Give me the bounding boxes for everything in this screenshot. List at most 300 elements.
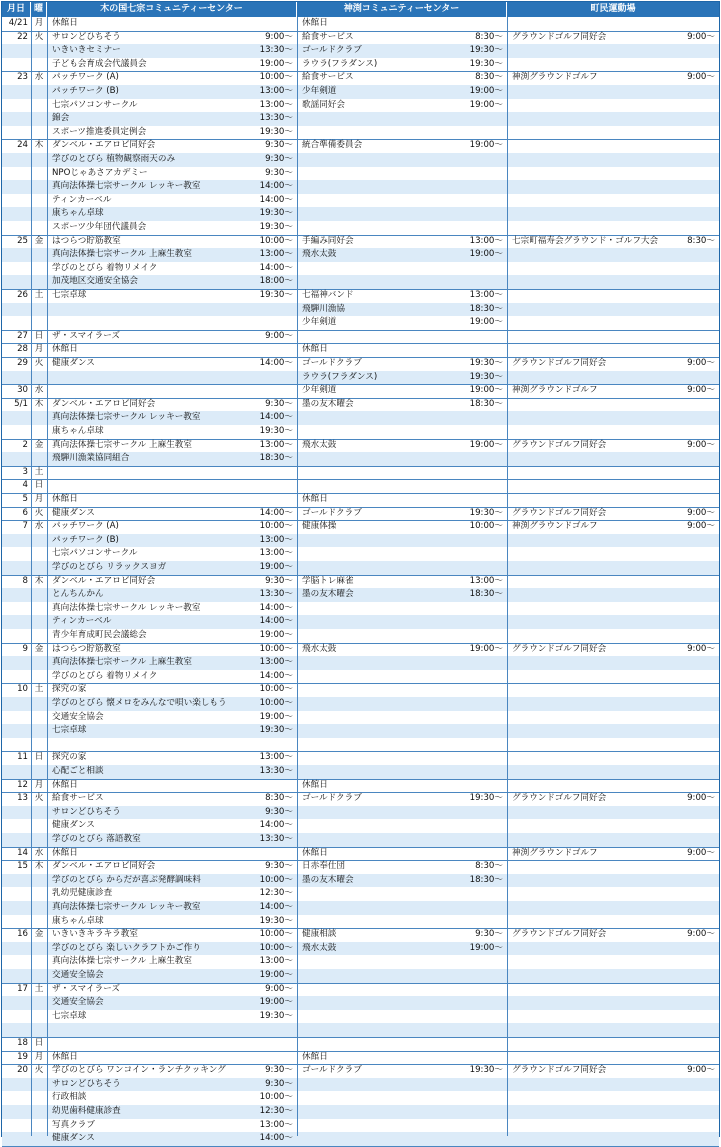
schedule-table [1,1,720,1144]
event-time-grounds: 9:00〜 [687,358,715,368]
event-name-kinokuni: 康ちゃん卓球 [52,208,104,219]
event-time-kinokuni: 13:00〜 [259,956,293,967]
event-time-kinokuni: 9:30〜 [265,575,293,586]
event-name-kinokuni: 七宗卓球 [52,725,87,736]
event-name-kinokuni: いきいきセミナー [52,45,121,56]
event-name-kinokuni: 学びのとびら からだが喜ぶ発酵調味料 [52,874,201,885]
event-name-kabuchi: 飛水太鼓 [302,439,337,450]
event-name-kabuchi: 給食サービス [302,31,354,42]
event-time-kinokuni: 14:00〜 [259,902,293,912]
event-time-kabuchi: 19:00〜 [469,317,503,328]
event-name-kabuchi: 飛水太鼓 [302,643,337,654]
event-name-grounds: グラウンドゴルフ同好会 [512,358,607,368]
event-time-kinokuni [237,1051,293,1065]
event-time-kinokuni: 18:30〜 [259,453,293,464]
event-name-kinokuni: 行政相談 [52,1092,87,1103]
header-venue-kabuchi: 神渕コミュニティーセンター [297,2,507,17]
date-cell: 24 [17,140,28,151]
event-name-kinokuni: 飛騨川漁業協同組合 [52,453,130,464]
weekday-cell: 土 [34,466,44,477]
event-name-grounds: 七宗町福寿会グラウンド・ゴルフ大会 [512,235,659,246]
event-time-kinokuni: 9:30〜 [265,1078,293,1089]
event-name-kinokuni: 学びのとびら 着物リメイク [52,670,158,681]
event-time-kinokuni: 13:30〜 [259,766,293,776]
event-name-kabuchi: 歌謡同好会 [302,99,345,110]
event-name-kinokuni: 健康ダンス [52,358,95,368]
event-time-kabuchi: 19:30〜 [469,58,503,69]
event-time-kabuchi: 19:00〜 [469,140,503,151]
event-time-grounds: 9:00〜 [687,72,715,83]
event-name-kabuchi: 休館日 [302,847,328,858]
date-cell: 5/1 [14,398,28,409]
weekday-cell: 月 [34,344,44,355]
event-time-kabuchi: 18:30〜 [469,874,503,885]
header-venue-kinokuni: 木の国七宗コミュニティーセンター [47,2,297,17]
weekday-cell: 日 [34,1038,44,1048]
date-cell: 10 [17,684,28,695]
event-time-kinokuni: 9:30〜 [265,806,293,817]
event-time-kinokuni [237,779,293,793]
event-name-kabuchi: ゴールドクラブ [302,507,362,518]
weekday-cell: 月 [34,1051,44,1062]
event-time-kabuchi [447,493,503,507]
event-name-kinokuni: 七宗卓球 [52,1010,87,1021]
event-name-kinokuni: ティンカーベル [52,194,112,205]
event-name-grounds: グラウンドゴルフ同好会 [512,507,607,518]
event-time-kinokuni: 14:00〜 [259,412,293,423]
event-name-kinokuni: 交通安全協会 [52,997,104,1008]
weekday-cell: 水 [34,521,44,532]
event-name-grounds: グラウンドゴルフ同好会 [512,1065,607,1076]
event-time-kabuchi: 19:00〜 [469,643,503,654]
event-time-kabuchi: 8:30〜 [475,861,503,872]
event-name-kinokuni: パッチワーク (A) [52,521,119,532]
event-time-kinokuni: 9:00〜 [265,330,293,341]
event-name-kinokuni: 真向法体操七宗サークル 上麻生教室 [52,657,192,668]
date-cell: 16 [17,929,28,940]
event-time-kinokuni: 13:30〜 [259,45,293,56]
event-name-kinokuni: スポーツ推進委員定例会 [52,126,147,137]
event-time-kinokuni: 14:00〜 [259,194,293,205]
event-name-kinokuni: スポーツ少年団代議員会 [52,222,147,232]
date-cell: 15 [17,861,28,872]
event-name-kinokuni: 心配ごと相談 [52,766,104,776]
event-time-kinokuni: 14:00〜 [259,1133,293,1144]
event-name-kabuchi: ゴールドクラブ [302,45,362,56]
event-name-kinokuni: 青少年育成町民会議総会 [52,630,147,640]
event-name-grounds: 神渕グラウンドゴルフ [512,385,598,396]
event-name-kinokuni: 休館日 [52,494,78,504]
header-weekday: 曜 [31,2,47,17]
event-name-kinokuni: 学びのとびら 植物観察雨天のみ [52,154,176,164]
event-time-kinokuni: 14:00〜 [259,181,293,192]
event-time-kinokuni: 19:00〜 [259,970,293,980]
event-time-kinokuni: 10:00〜 [259,942,293,953]
event-name-kinokuni: 給食サービス [52,793,104,804]
event-time-grounds: 8:30〜 [687,235,715,246]
event-name-kabuchi: ゴールドクラブ [302,793,362,804]
date-cell: 3 [22,466,28,477]
event-time-kinokuni: 10:00〜 [259,235,293,246]
event-name-kinokuni: 康ちゃん卓球 [52,426,104,436]
event-name-kinokuni: 子ども会育成会代議員会 [52,58,147,69]
event-time-kinokuni [237,1023,293,1037]
weekday-cell: 火 [34,1065,44,1076]
weekday-cell: 火 [34,358,44,368]
event-name-kabuchi: 少年剣道 [302,385,337,396]
event-name-kinokuni: 学びのとびら 落語教室 [52,834,141,844]
event-time-kabuchi: 13:00〜 [469,575,503,586]
event-time-kabuchi: 19:30〜 [469,507,503,518]
date-cell: 7 [22,521,28,532]
event-name-kinokuni: ダンベル・エアロビ同好会 [52,140,156,151]
event-time-kinokuni: 10:00〜 [259,521,293,532]
event-time-kabuchi: 8:30〜 [475,31,503,42]
date-cell: 9 [22,643,28,654]
event-name-kinokuni: 真向法体操七宗サークル レッキー教室 [52,412,201,423]
event-name-grounds: グラウンドゴルフ同好会 [512,793,607,804]
event-name-kinokuni: 健康ダンス [52,820,95,831]
event-name-kinokuni [52,1023,244,1037]
event-time-kinokuni: 13:30〜 [259,113,293,124]
event-name-kinokuni: 錦会 [52,113,70,124]
event-name-kinokuni: パッチワーク (A) [52,72,119,83]
event-name-kinokuni: ダンベル・エアロビ同好会 [52,575,156,586]
weekday-cell: 金 [34,929,44,940]
event-time-kinokuni [237,738,293,752]
event-time-kabuchi: 10:00〜 [469,521,503,532]
event-time-kabuchi: 13:00〜 [469,235,503,246]
event-name-grounds: グラウンドゴルフ同好会 [512,643,607,654]
event-time-kinokuni: 19:00〜 [259,997,293,1008]
event-name-kabuchi: 墨の友木曜会 [302,874,354,885]
event-name-kinokuni: 学びのとびら 着物リメイク [52,262,158,273]
date-cell: 11 [17,752,28,763]
weekday-cell: 木 [34,140,44,151]
column-divider [297,17,298,1136]
event-name-grounds: 神渕グラウンドゴルフ [512,847,598,858]
event-time-kinokuni: 19:30〜 [259,1010,293,1021]
event-name-kinokuni: 加茂地区交通安全協会 [52,276,138,287]
event-name-kinokuni: 真向法体操七宗サークル 上麻生教室 [52,956,192,967]
date-cell: 22 [17,31,28,42]
event-name-kinokuni: ザ・スマイラーズ [52,983,120,994]
event-time-kinokuni: 13:00〜 [259,86,293,96]
date-cell: 8 [22,575,28,586]
event-time-kinokuni: 13:00〜 [259,249,293,260]
event-time-kabuchi: 19:30〜 [469,793,503,804]
event-time-kabuchi [447,779,503,793]
event-name-kinokuni: サロンどひちそう [52,806,121,817]
weekday-cell: 土 [34,684,44,695]
date-cell: 23 [17,72,28,83]
event-name-kinokuni: 真向法体操七宗サークル レッキー教室 [52,902,201,912]
event-name-kinokuni: サロンどひちそう [52,1078,121,1089]
event-time-kabuchi: 19:00〜 [469,439,503,450]
event-time-kinokuni: 13:00〜 [259,99,293,110]
event-time-kabuchi: 8:30〜 [475,72,503,83]
event-name-kinokuni: 学びのとびら 懐メロをみんなで唄い楽しもう [52,698,227,708]
event-name-kinokuni: ダンベル・エアロビ同好会 [52,861,156,872]
event-time-kabuchi: 19:30〜 [469,1065,503,1076]
event-name-kinokuni: 学びのとびら 楽しいクラフトかご作り [52,942,201,953]
event-time-kinokuni: 19:30〜 [259,725,293,736]
event-time-kinokuni: 12:30〜 [259,888,293,899]
weekday-cell: 火 [34,31,44,42]
event-name-kinokuni: 真向法体操七宗サークル レッキー教室 [52,181,201,192]
column-divider [31,17,32,1136]
event-time-kinokuni: 14:00〜 [259,602,293,613]
event-name-kinokuni: 写真クラブ [52,1119,95,1130]
event-name-kinokuni: 学びのとびら リラックスヨガ [52,562,167,572]
event-name-kabuchi: 休館日 [302,779,328,790]
event-time-kinokuni: 10:00〜 [259,643,293,654]
event-time-kinokuni: 9:30〜 [265,154,293,164]
event-name-kinokuni: 学びのとびら ワンコイン・ランチクッキング [52,1065,226,1076]
event-time-kinokuni: 19:30〜 [259,126,293,137]
event-name-grounds: グラウンドゴルフ同好会 [512,929,607,940]
event-name-kabuchi: ゴールドクラブ [302,1065,362,1076]
event-time-grounds: 9:00〜 [687,643,715,654]
weekday-cell: 金 [34,235,44,246]
event-time-kinokuni: 18:00〜 [259,276,293,287]
event-name-kinokuni: 康ちゃん卓球 [52,915,104,926]
event-time-kabuchi: 19:00〜 [469,99,503,110]
event-time-kabuchi: 19:00〜 [469,385,503,396]
event-name-kinokuni [52,738,244,752]
event-name-kinokuni: はつらつ貯筋教室 [52,235,121,246]
event-time-grounds: 9:00〜 [687,507,715,518]
event-time-kinokuni: 19:00〜 [259,58,293,69]
event-name-kabuchi: 休館日 [302,494,328,504]
event-name-kinokuni: 休館日 [52,1051,78,1062]
weekday-cell: 木 [34,575,44,586]
event-time-kinokuni: 14:00〜 [259,616,293,627]
event-time-kinokuni: 8:30〜 [265,793,293,804]
event-name-kabuchi: 健康相談 [302,929,337,940]
event-time-kinokuni: 13:00〜 [259,439,293,450]
event-time-kinokuni: 13:30〜 [259,589,293,600]
event-name-kinokuni: 休館日 [52,344,78,355]
event-time-kabuchi [447,1051,503,1065]
event-time-kabuchi: 19:30〜 [469,45,503,56]
event-time-kabuchi: 9:30〜 [475,929,503,940]
event-time-kinokuni: 14:00〜 [259,820,293,831]
weekday-cell: 水 [34,72,44,83]
date-cell: 5 [22,494,28,504]
event-name-kabuchi: ラウラ(フラダンス) [302,371,378,382]
event-time-kinokuni: 14:00〜 [259,358,293,368]
event-name-kabuchi: 墨の友木曜会 [302,398,354,409]
event-name-kinokuni: 交通安全協会 [52,970,104,980]
date-cell: 26 [17,290,28,300]
event-name-kinokuni: 幼児歯科健康診査 [52,1106,121,1116]
event-time-kinokuni: 13:00〜 [259,1119,293,1130]
event-time-kinokuni: 13:00〜 [259,752,293,763]
event-time-kinokuni: 14:00〜 [259,670,293,681]
date-cell: 12 [17,779,28,790]
event-time-kabuchi: 18:30〜 [469,398,503,409]
event-time-kinokuni: 10:00〜 [259,698,293,708]
event-name-kinokuni: ダンベル・エアロビ同好会 [52,398,156,409]
event-time-kinokuni: 19:30〜 [259,915,293,926]
event-time-kinokuni: 9:30〜 [265,167,293,178]
event-name-grounds: 神渕グラウンドゴルフ [512,521,598,532]
weekday-cell: 月 [34,18,44,28]
event-time-kinokuni: 9:00〜 [265,31,293,42]
event-name-kinokuni: 七宗パソコンサークル [52,99,138,110]
event-name-kinokuni: いきいきキラキラ教室 [52,929,138,940]
event-name-kinokuni: 休館日 [52,847,78,858]
event-name-kinokuni: 真向法体操七宗サークル 上麻生教室 [52,439,192,450]
event-time-kinokuni: 13:00〜 [259,548,293,559]
weekday-cell: 日 [34,330,44,341]
date-cell: 29 [17,358,28,368]
weekday-cell: 水 [34,847,44,858]
column-divider [47,17,48,1136]
date-cell: 27 [17,330,28,341]
event-time-grounds: 9:00〜 [687,439,715,450]
event-name-kabuchi: 墨の友木曜会 [302,589,354,600]
event-name-kabuchi: 飛騨川漁協 [302,303,345,314]
event-time-grounds: 9:00〜 [687,793,715,804]
event-time-kinokuni: 10:00〜 [259,874,293,885]
event-time-grounds: 9:00〜 [687,847,715,858]
event-time-kabuchi: 13:00〜 [469,290,503,300]
date-cell: 4 [22,480,28,491]
event-time-kinokuni: 19:00〜 [259,711,293,722]
event-time-kinokuni: 14:00〜 [259,262,293,273]
header-venue-grounds: 町民運動場 [507,2,719,17]
event-time-kinokuni: 19:30〜 [259,222,293,232]
event-time-kabuchi: 18:30〜 [469,589,503,600]
date-cell: 6 [22,507,28,518]
event-time-kinokuni: 13:00〜 [259,657,293,668]
event-time-kinokuni: 10:00〜 [259,684,293,695]
weekday-cell: 日 [34,480,44,491]
event-time-kinokuni: 10:00〜 [259,929,293,940]
event-name-kinokuni: はつらつ貯筋教室 [52,643,121,654]
event-time-kinokuni: 9:30〜 [265,140,293,151]
date-cell: 19 [17,1051,28,1062]
event-time-kinokuni: 9:30〜 [265,398,293,409]
date-cell: 14 [17,847,28,858]
weekday-cell: 土 [34,983,44,994]
event-time-kinokuni: 19:00〜 [259,630,293,640]
event-name-kinokuni: 乳幼児健康診査 [52,888,113,899]
event-time-kinokuni [237,493,293,507]
event-name-kinokuni: 探究の家 [52,752,87,763]
event-time-kinokuni: 9:00〜 [265,983,293,994]
event-time-kinokuni: 19:30〜 [259,208,293,219]
weekday-cell: 土 [34,290,44,300]
event-name-kabuchi: 少年剣道 [302,86,337,96]
event-time-kabuchi: 19:30〜 [469,371,503,382]
event-name-kabuchi: 飛水太鼓 [302,249,337,260]
event-name-kabuchi: ゴールドクラブ [302,358,362,368]
event-time-kabuchi: 19:00〜 [469,942,503,953]
event-name-kabuchi: 統合準備委員会 [302,140,363,151]
date-cell: 13 [17,793,28,804]
date-cell: 4/21 [8,18,28,28]
event-name-kabuchi: ラウラ(フラダンス) [302,58,378,69]
event-name-kabuchi: 健康体操 [302,521,337,532]
event-name-kinokuni: 休館日 [52,18,78,28]
event-name-kabuchi: 休館日 [302,1051,328,1062]
event-time-kinokuni [237,17,293,31]
event-time-kinokuni: 14:00〜 [259,507,293,518]
date-cell: 2 [22,439,28,450]
event-name-kabuchi: 手編み同好会 [302,235,354,246]
event-name-kabuchi: 休館日 [302,18,328,28]
event-name-kinokuni: ティンカーベル [52,616,112,627]
event-time-kabuchi: 19:00〜 [469,249,503,260]
weekday-cell: 日 [34,752,44,763]
date-cell: 20 [17,1065,28,1076]
weekday-cell: 月 [34,779,44,790]
event-name-kinokuni: NPOじゃあさアカデミー [52,167,148,178]
event-name-kinokuni: とんちんかん [52,589,104,600]
event-time-grounds: 9:00〜 [687,1065,715,1076]
event-time-grounds: 9:00〜 [687,929,715,940]
event-time-kinokuni: 19:30〜 [259,426,293,436]
event-name-kinokuni: 真向法体操七宗サークル レッキー教室 [52,602,201,613]
event-time-kabuchi: 19:00〜 [469,86,503,96]
event-name-kinokuni: サロンどひちそう [52,31,121,42]
event-time-kinokuni: 10:00〜 [259,72,293,83]
event-time-grounds: 9:00〜 [687,31,715,42]
event-name-kabuchi: 七福神バンド [302,290,354,300]
event-name-kinokuni: 休館日 [52,779,78,790]
date-cell: 28 [17,344,28,355]
weekday-cell: 金 [34,439,44,450]
event-name-kinokuni: パッチワーク (B) [52,534,119,545]
weekday-cell: 木 [34,398,44,409]
date-cell: 30 [17,385,28,396]
event-name-kinokuni: 交通安全協会 [52,711,104,722]
event-name-kinokuni: 健康ダンス [52,1133,95,1144]
event-time-kinokuni: 10:00〜 [259,1092,293,1103]
event-name-kabuchi: 学脳トレ麻雀 [302,575,354,586]
weekday-cell: 金 [34,643,44,654]
date-cell: 18 [17,1038,28,1048]
event-time-kabuchi: 19:30〜 [469,358,503,368]
event-name-kinokuni: 探究の家 [52,684,87,695]
event-name-grounds: グラウンドゴルフ同好会 [512,439,607,450]
event-time-grounds: 9:00〜 [687,521,715,532]
event-name-kabuchi: 飛水太鼓 [302,942,337,953]
day-separator [2,1037,719,1038]
event-time-kabuchi: 18:30〜 [469,303,503,314]
event-name-kabuchi: 日赤奉仕団 [302,861,345,872]
weekday-cell: 火 [34,793,44,804]
event-time-kinokuni [237,343,293,357]
event-time-kinokuni: 19:00〜 [259,562,293,572]
event-time-kabuchi [447,17,503,31]
event-name-grounds: 神渕グラウンドゴルフ [512,72,598,83]
day-separator [2,479,719,480]
event-name-kabuchi: 休館日 [302,344,328,355]
event-time-kabuchi [447,847,503,861]
event-time-kinokuni: 19:30〜 [259,290,293,300]
event-name-kinokuni: 真向法体操七宗サークル 上麻生教室 [52,249,192,260]
date-cell: 25 [17,235,28,246]
event-name-kinokuni: パッチワーク (B) [52,86,119,96]
event-time-kinokuni: 12:30〜 [259,1106,293,1116]
event-name-grounds: グラウンドゴルフ同好会 [512,31,607,42]
weekday-cell: 月 [34,494,44,504]
event-time-kabuchi [447,343,503,357]
